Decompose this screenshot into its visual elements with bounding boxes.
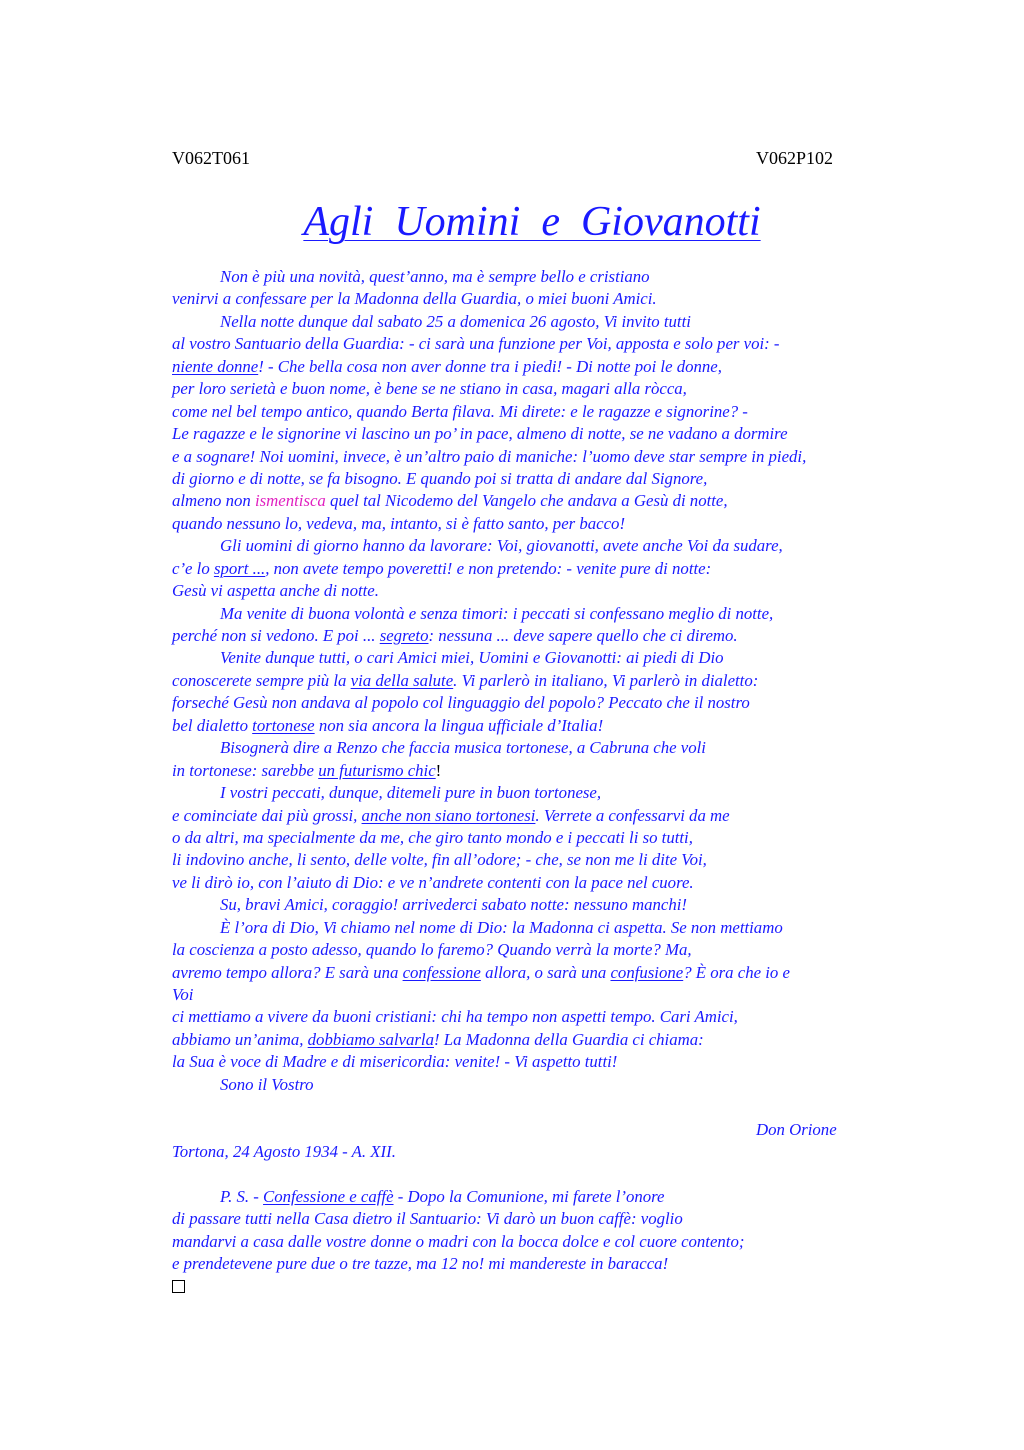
underlined-phrase: un futurismo chic	[318, 760, 436, 780]
letter-line: la coscienza a posto adesso, quando lo faremo? Quando verrà la morte? Ma,	[172, 940, 692, 960]
text-run: c’e lo	[172, 558, 214, 578]
letter-line: ve li dirò io, con l’aiuto di Dio: e ve n’andrete contenti con la pace nel cuore.	[172, 872, 694, 892]
letter-line: venirvi a confessare per la Madonna della Guardia, o miei buoni Amici.	[172, 289, 657, 309]
postscript-line: di passare tutti nella Casa dietro il Santuario: Vi darò un buon caffè: voglio	[172, 1209, 683, 1229]
letter-line	[172, 760, 912, 782]
text-run: bel dialetto	[172, 715, 253, 735]
letter-line: I vostri peccati, dunque, ditemeli pure in buon tortonese,	[220, 783, 602, 803]
letter-line: la Sua è voce di Madre e di misericordia: venite! - Vi aspetto tutti!	[172, 1052, 618, 1072]
text-run: conoscerete sempre più la	[172, 670, 351, 690]
letter-line: di giorno e di notte, se fa bisogno. E quando poi si tratta di andare dal Signore,	[172, 468, 708, 488]
end-marker	[172, 1276, 912, 1298]
underlined-phrase: confusione	[610, 962, 684, 982]
text-run: non sia ancora la lingua ufficiale d’Italia!	[314, 715, 604, 735]
letter-line: È l’ora di Dio, Vi chiamo nel nome di Dio: la Madonna ci aspetta. Se non mettiamo	[220, 917, 783, 937]
underlined-phrase: dobbiamo salvarla	[307, 1029, 434, 1049]
letter-line: quando nessuno lo, vedeva, ma, intanto, si è fatto santo, per bacco!	[172, 513, 626, 533]
document-code-right: V062P102	[756, 148, 834, 168]
letter-line: Ma venite di buona volontà e senza timori: i peccati si confessano meglio di notte,	[220, 603, 774, 623]
letter-line: Gesù vi aspetta anche di notte.	[172, 581, 379, 601]
document-code-left: V062T061	[172, 148, 250, 168]
text-run: ! - Che bella cosa non aver donne tra i piedi! - Di notte poi le donne,	[258, 356, 722, 376]
postscript-line: e prendetevene pure due o tre tazze, ma 12 no! mi mandereste in baracca!	[172, 1254, 669, 1274]
underlined-phrase: sport ...	[213, 558, 266, 578]
letter-line: Sono il Vostro	[220, 1074, 314, 1094]
text-run: . Vi parlerò in italiano, Vi parlerò in dialetto:	[453, 670, 759, 690]
letter-line: Voi	[172, 985, 194, 1004]
letter-line	[172, 715, 912, 737]
letter-line: e a sognare! Noi uomini, invece, è un’altro paio di maniche: l’uomo deve star sempre in piedi,	[172, 446, 807, 466]
text-run: !	[435, 760, 442, 780]
text-run: perché non si vedono. E poi ...	[172, 626, 380, 645]
letter-line: Bisognerà dire a Renzo che faccia musica tortonese, a Cabruna che voli	[220, 738, 706, 758]
underlined-phrase: confessione	[402, 962, 481, 982]
postscript-line: mandarvi a casa dalle vostre donne o madri con la bocca dolce e col cuore contento;	[172, 1231, 745, 1251]
text-run: P. S. -	[220, 1186, 264, 1206]
letter-line: Non è più una novità, quest’anno, ma è sempre bello e cristiano	[220, 267, 650, 286]
letter-line: Nella notte dunque dal sabato 25 a domenica 26 agosto, Vi invito tutti	[220, 311, 691, 331]
letter-line: Gli uomini di giorno hanno da lavorare: Voi, giovanotti, avete anche Voi da sudare,	[220, 536, 783, 556]
square-box-icon	[172, 1280, 185, 1293]
text-run: in tortonese: sarebbe	[172, 760, 319, 780]
text-run: ? È ora che io e	[683, 962, 790, 982]
text-run: almeno non	[172, 491, 255, 511]
text-run: quel tal Nicodemo del Vangelo che andava a Gesù di notte,	[325, 491, 728, 511]
text-run: , non avete tempo poveretti! e non pretendo: - venite pure di notte:	[265, 558, 712, 578]
letter-title: Agli Uomini e Giovanotti	[303, 199, 761, 245]
letter-line	[172, 356, 912, 378]
text-run: avremo tempo allora? E sarà una	[172, 962, 403, 982]
letter-line: forseché Gesù non andava al popolo col linguaggio del popolo? Peccato che il nostro	[172, 693, 750, 713]
letter-line: Venite dunque tutti, o cari Amici miei, Uomini e Giovanotti: ai piedi di Dio	[220, 648, 724, 668]
letter-line	[172, 670, 912, 692]
letter-line	[172, 558, 912, 580]
letter-line: per loro serietà e buon nome, è bene se ne stiano in casa, magari alla ròcca,	[172, 379, 687, 399]
underlined-phrase: via della salute	[350, 670, 454, 690]
letter-line	[172, 1029, 912, 1051]
letter-line: Le ragazze e le signorine vi lascino un po’ in pace, almeno di notte, se ne vadano a dormire	[172, 424, 788, 444]
letter-line	[172, 490, 912, 512]
place-date: Tortona, 24 Agosto 1934 - A. XII.	[172, 1142, 396, 1162]
letter-body	[172, 266, 912, 1298]
signature: Don Orione	[756, 1119, 837, 1139]
text-run: ! La Madonna della Guardia ci chiama:	[433, 1029, 704, 1049]
letter-line: come nel bel tempo antico, quando Berta filava. Mi direte: e le ragazze e signorine? -	[172, 401, 748, 421]
letter-line	[172, 625, 912, 647]
text-run: . Verrete a confessarvi da me	[535, 805, 730, 825]
text-run: allora, o sarà una	[480, 962, 611, 982]
underlined-phrase: tortonese	[252, 715, 315, 735]
underlined-phrase: anche non siano tortonesi	[361, 805, 536, 825]
letter-line: ci mettiamo a vivere da buoni cristiani: chi ha tempo non aspetti tempo. Cari Amici,	[172, 1007, 738, 1027]
text-run: e cominciate dai più grossi,	[172, 805, 362, 825]
underlined-phrase: Confessione e caffè	[263, 1186, 394, 1206]
letter-line: al vostro Santuario della Guardia: - ci sarà una funzione per Voi, apposta e solo per voi: -	[172, 334, 780, 354]
letter-line: o da altri, ma specialmente da me, che giro tanto mondo e i peccati li so tutti,	[172, 827, 693, 847]
text-run: : nessuna ... deve sapere quello che ci diremo.	[428, 626, 738, 645]
text-run: - Dopo la Comunione, mi farete l’onore	[393, 1186, 665, 1206]
text-run: abbiamo un’anima,	[172, 1029, 308, 1049]
letter-line: li indovino anche, li sento, delle volte, fin all’odore; - che, se non me li dite Voi,	[172, 850, 707, 870]
letter-line	[172, 962, 912, 984]
underlined-phrase: niente donne	[172, 356, 259, 376]
spacer	[172, 1164, 912, 1186]
underlined-phrase: segreto	[379, 626, 429, 645]
spacer	[172, 1096, 912, 1118]
letter-line	[172, 805, 912, 827]
postscript-line	[172, 1186, 912, 1208]
letter-line: Su, bravi Amici, coraggio! arrivederci sabato notte: nessuno manchi!	[220, 895, 688, 915]
highlighted-word: ismentisca	[254, 491, 326, 511]
